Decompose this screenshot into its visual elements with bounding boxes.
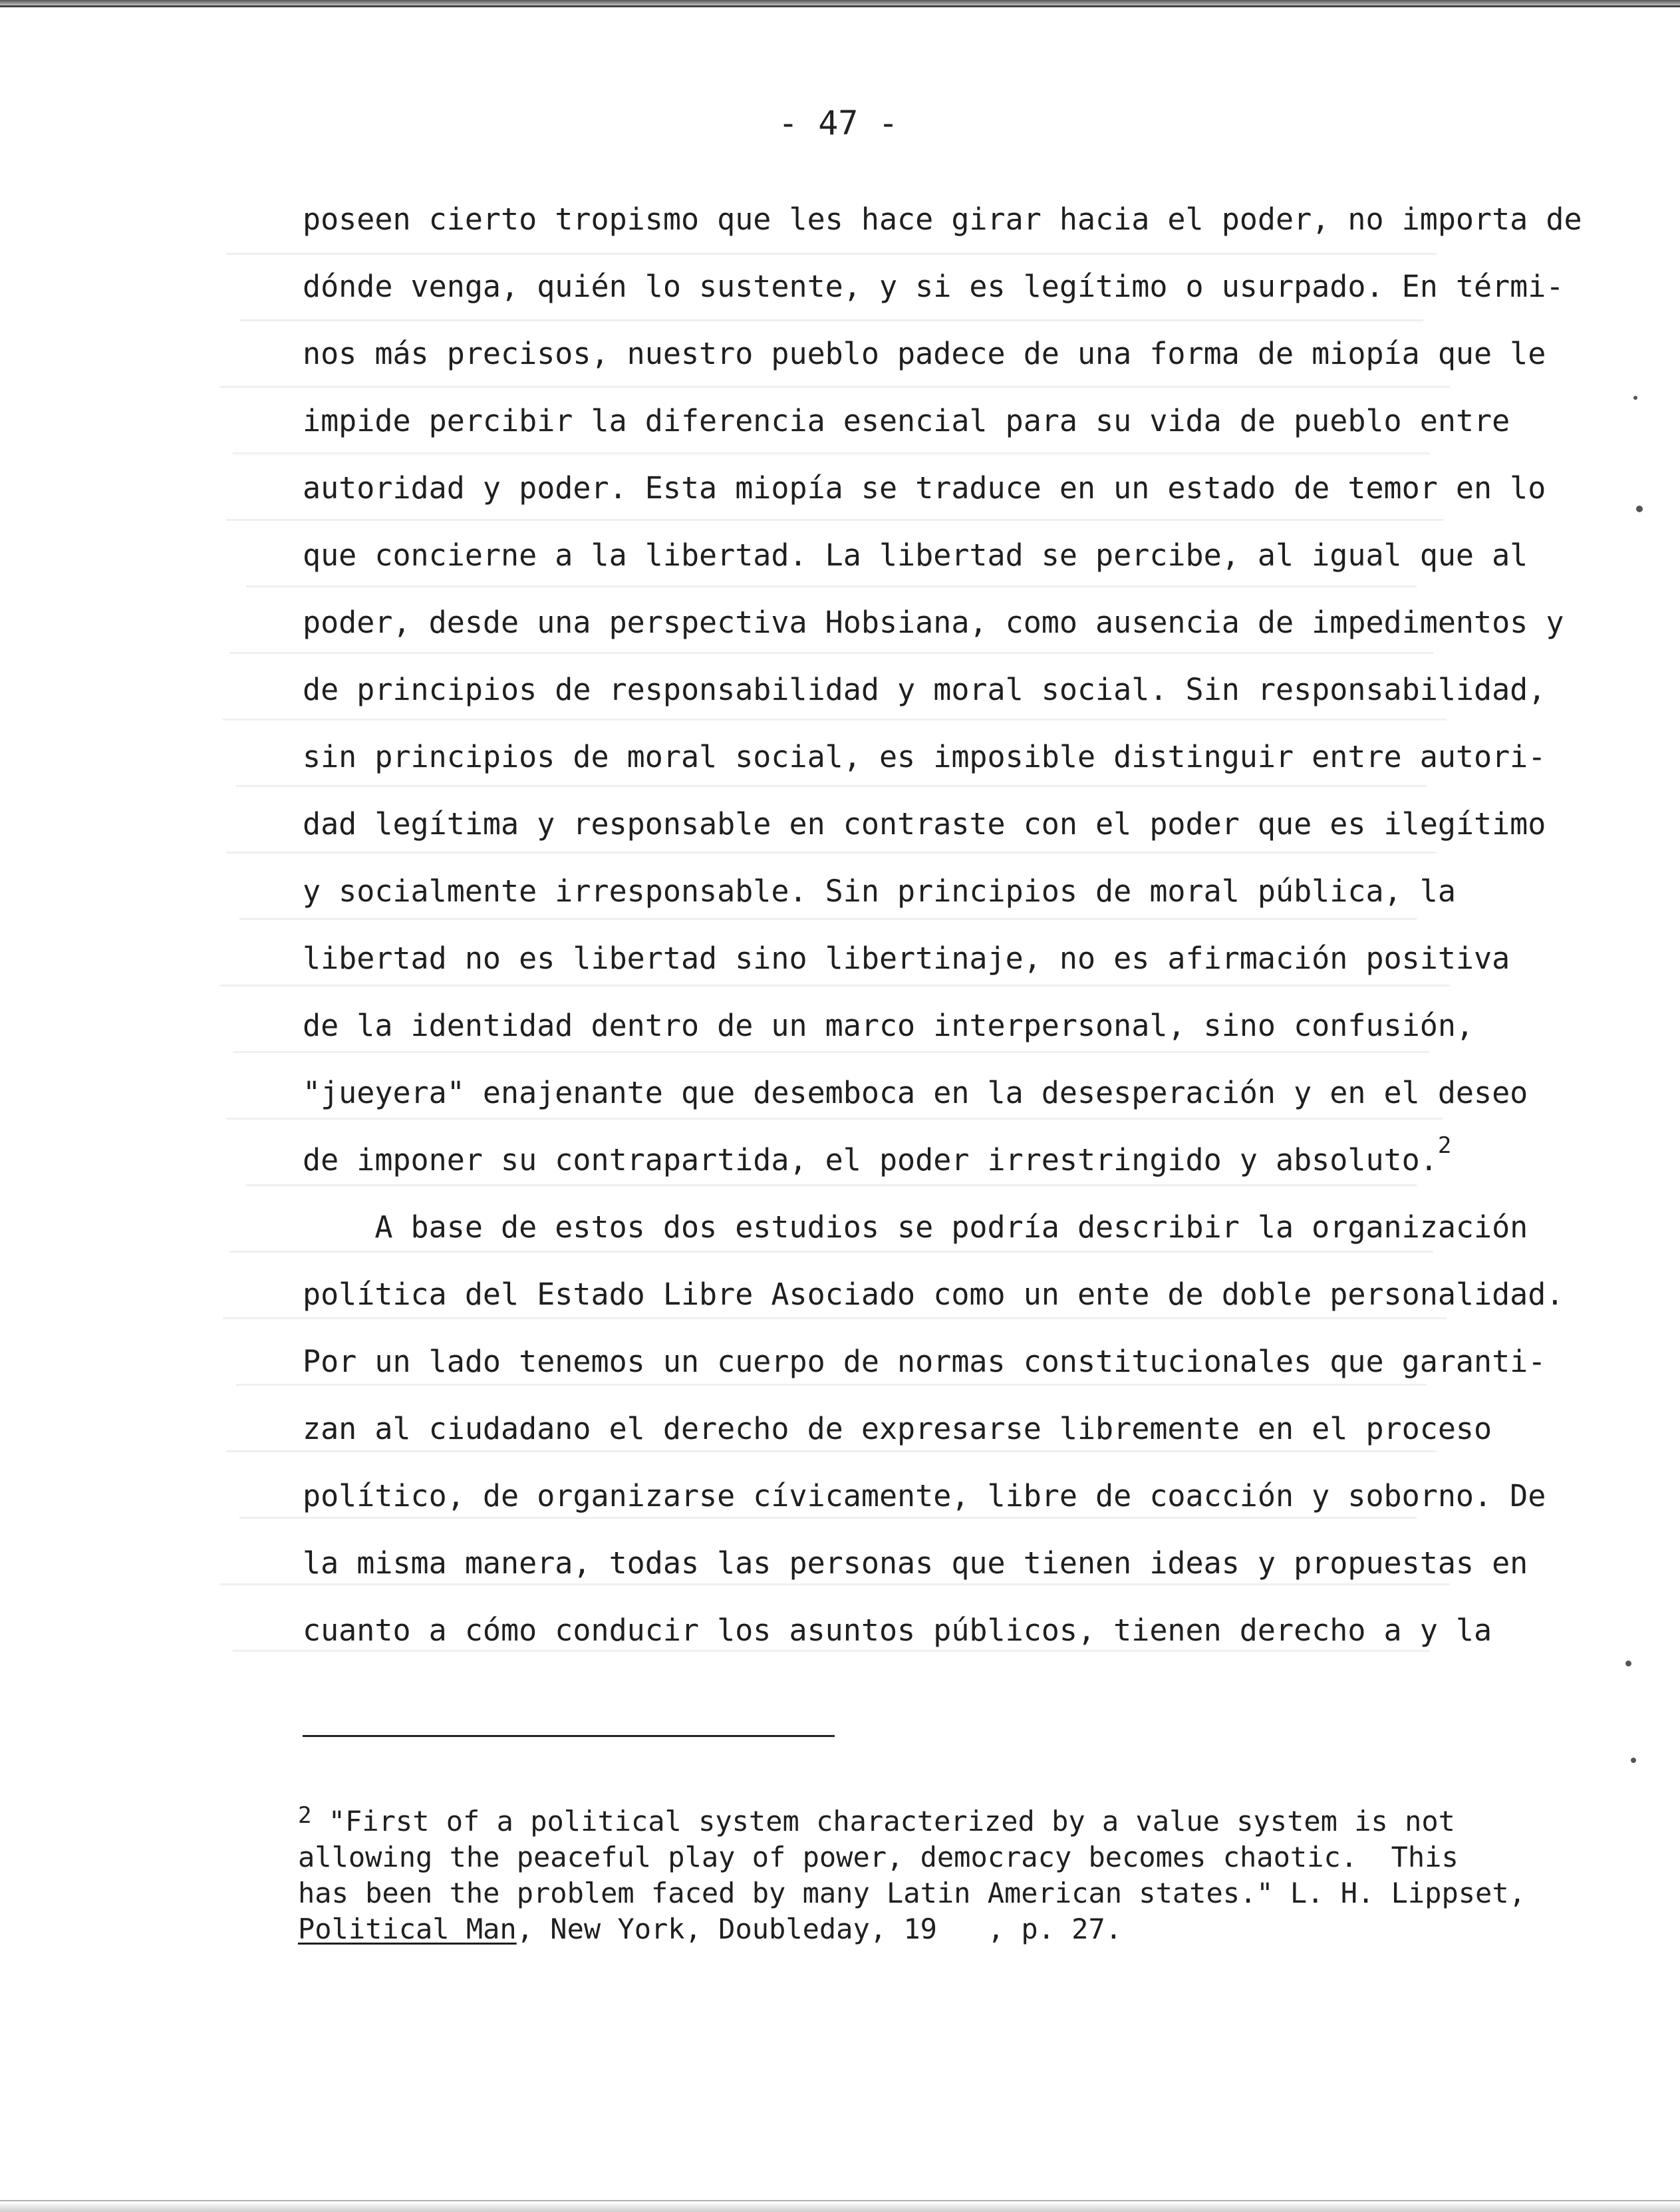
text-line: poseen cierto tropismo que les hace girar hacia el poder, no importa de	[303, 202, 1582, 237]
scan-speck	[1625, 1660, 1631, 1666]
text-line: impide percibir la diferencia esencial para su vida de pueblo entre	[303, 403, 1510, 438]
text-line: de principios de responsabilidad y moral social. Sin responsabilidad,	[303, 672, 1546, 707]
text-line: que concierne a la libertad. La libertad se percibe, al igual que al	[303, 538, 1528, 573]
footnote-line: $^2$ "First of a political system characterized by a value system is not	[298, 1802, 1455, 1837]
scan-bottom-edge	[0, 2203, 1680, 2212]
scan-top-rule	[0, 5, 1680, 7]
cited-book-title: Political Man	[298, 1913, 517, 1945]
footnote-mark: 2	[298, 1802, 312, 1829]
text-line: la misma manera, todas las personas que tienen ideas y propuestas en	[303, 1545, 1528, 1581]
footnote-separator	[303, 1735, 835, 1737]
scan-speck	[1633, 396, 1637, 400]
scan-bottom-rule	[0, 2200, 1680, 2201]
text-line: Por un lado tenemos un cuerpo de normas constitucionales que garanti-	[303, 1344, 1546, 1379]
text-line: y socialmente irresponsable. Sin principios de moral pública, la	[303, 873, 1456, 909]
text-line: A base de estos dos estudios se podría describir la organización	[303, 1209, 1528, 1245]
scan-speck	[1631, 1758, 1636, 1763]
text-line: autoridad y poder. Esta miopía se traduce en un estado de temor en lo	[303, 470, 1546, 506]
text-line: sin principios de moral social, es imposible distinguir entre autori-	[303, 739, 1546, 774]
text-line: libertad no es libertad sino libertinaje, no es afirmación positiva	[303, 941, 1510, 976]
text-line: "jueyera" enajenante que desemboca en la desesperación y en el deseo	[303, 1075, 1528, 1110]
footnote-reference[interactable]: 2	[1437, 1132, 1452, 1159]
text-line: político, de organizarse cívicamente, libre de coacción y soborno. De	[303, 1478, 1546, 1513]
text-line: zan al ciudadano el derecho de expresarse libremente en el proceso	[303, 1411, 1492, 1446]
text-line: cuanto a cómo conducir los asuntos públicos, tienen derecho a y la	[303, 1613, 1492, 1648]
footnote-line: has been the problem faced by many Latin American states." L. H. Lippset,	[298, 1877, 1526, 1909]
text-line: dad legítima y responsable en contraste con el poder que es ilegítimo	[303, 806, 1546, 842]
text-line: poder, desde una perspectiva Hobsiana, como ausencia de impedimentos y	[303, 605, 1564, 640]
text-line: de imponer su contrapartida, el poder irrestringido y absoluto.	[303, 1142, 1438, 1178]
page-number: - 47 -	[778, 104, 899, 142]
text-line: política del Estado Libre Asociado como un ente de doble personalidad.	[303, 1277, 1564, 1312]
text-line: dónde venga, quién lo sustente, y si es legítimo o usurpado. En térmi-	[303, 269, 1564, 304]
footnote-line: allowing the peaceful play of power, democracy becomes chaotic. This	[298, 1841, 1459, 1873]
text-line-with-footnote-ref	[303, 1132, 1452, 1186]
text-line: nos más precisos, nuestro pueblo padece de una forma de miopía que le	[303, 336, 1546, 371]
scan-speck	[1636, 506, 1643, 512]
text-line: de la identidad dentro de un marco interpersonal, sino confusión,	[303, 1008, 1474, 1043]
footnote-line: Political Man, New York, Doubleday, 19 , p. 27.	[298, 1913, 1123, 1945]
